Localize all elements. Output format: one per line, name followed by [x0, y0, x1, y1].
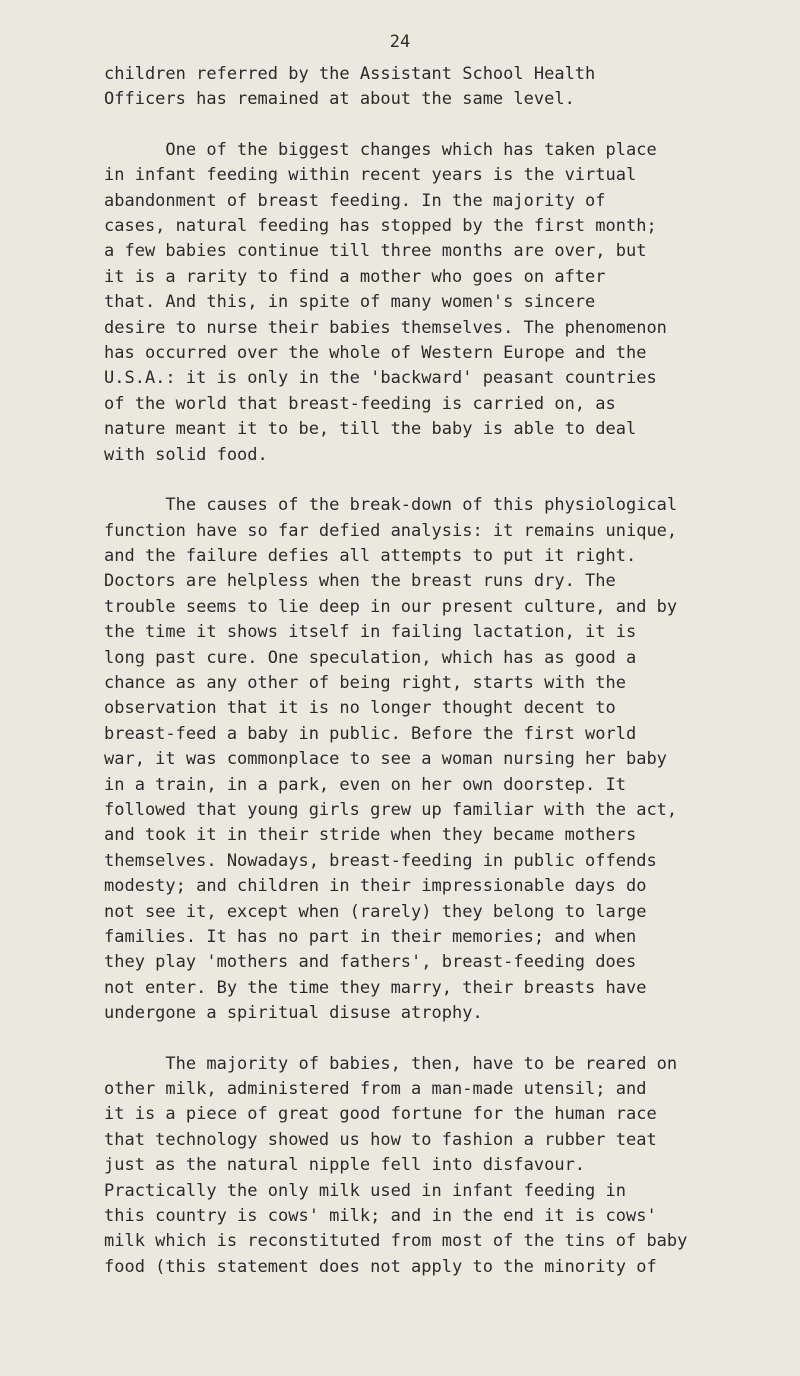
paragraph-2: One of the biggest changes which has taken place in infant feeding within recent years is the virtual abandonment of breast feeding. In the majority of cases, natural feeding has stopped by the first month; a few babies continue till three months are over, but it is a rarity to find a mother who goes on after that. And this, in spite of many women's sincere desire to nurse their babies themselves. The phenomenon has occurred over the whole of Western Europe and the U.S.A.: it is only in the 'backward' peasant countries of the world that breast-feeding is carried on, as nature meant it to be, till the baby is able to deal with solid food.: [104, 139, 667, 465]
paragraph-3: The causes of the break-down of this physiological function have so far defied analysis: it remains unique, and the failure defies all attempts to put it right. Doctors are helpless when the breast runs dry. The trouble seems to lie deep in our present culture, and by the time it shows itself in failing lactation, it is long past cure. One speculation, which has as good a chance as any other of being right, starts with the observation that it is no longer thought decent to breast-feed a baby in public. Before the first world war, it was commonplace to see a woman nursing her baby in a train, in a park, even on her own doorstep. It followed that young girls grew up familiar with the act, and took it in their stride when they became mothers themselves. Nowadays, breast-feeding in public offends modesty; and children in their impressionable days do not see it, except when (rarely) they belong to large families. It has no part in their memories; and when they play 'mothers and fathers', breast-feeding does not enter. By the time they marry, their breasts have undergone a spiritual disuse atrophy.: [104, 495, 678, 1024]
page-number: 24: [389, 32, 411, 52]
paragraph-4: The majority of babies, then, have to be reared on other milk, administered from a man-made utensil; and it is a piece of great good fortune for the human race that technology showed us how to fashion a rubber teat just as the natural nipple fell into disfavour. Practically the only milk used in infant feeding in this country is cows' milk; and in the end it is cows' milk which is reconstituted from most of the tins of baby food (this statement does not apply to the minority of: [104, 1053, 688, 1277]
paragraph-1: children referred by the Assistant School Health Officers has remained at about the same level.: [104, 64, 596, 110]
body-text: [104, 62, 764, 1280]
